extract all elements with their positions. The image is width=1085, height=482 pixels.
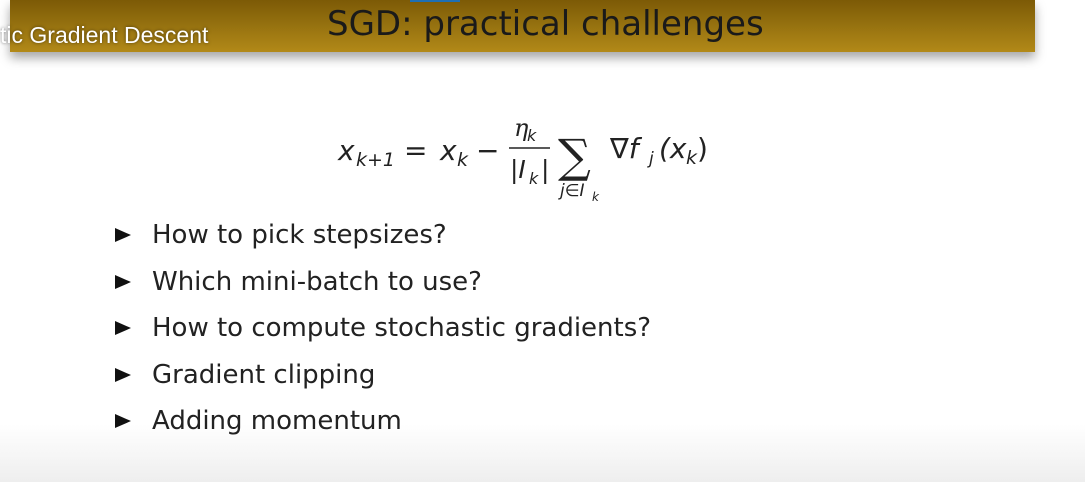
list-item-text: Adding momentum bbox=[152, 406, 402, 437]
eq-argument: (x bbox=[659, 132, 687, 165]
play-triangle-icon bbox=[115, 368, 131, 382]
challenge-list bbox=[115, 212, 651, 445]
list-item bbox=[115, 259, 651, 306]
eq-denominator-sub: k bbox=[529, 169, 539, 188]
list-item bbox=[115, 398, 651, 445]
eq-denominator: |I bbox=[510, 155, 526, 184]
eq-numerator-sub: k bbox=[527, 126, 537, 145]
slide-title: SGD: practical challenges bbox=[327, 4, 764, 44]
list-item bbox=[115, 212, 651, 259]
eq-gradient-sub: j bbox=[649, 149, 654, 169]
play-triangle-icon bbox=[115, 275, 131, 289]
play-triangle-icon bbox=[115, 321, 131, 335]
eq-rhs-sub: k bbox=[457, 149, 469, 171]
eq-numerator: η bbox=[514, 114, 529, 142]
eq-argument-close: ) bbox=[697, 132, 708, 165]
play-triangle-icon bbox=[115, 228, 131, 242]
eq-denominator-close: | bbox=[541, 155, 550, 184]
video-title[interactable]: tic Gradient Descent bbox=[0, 22, 209, 48]
eq-sum-index-sub: k bbox=[592, 190, 599, 204]
list-item-text: How to compute stochastic gradients? bbox=[152, 313, 652, 344]
eq-gradient: ∇f bbox=[610, 132, 639, 165]
play-triangle-icon bbox=[115, 414, 131, 428]
eq-sum-symbol: ∑ bbox=[558, 129, 591, 183]
eq-rhs-var: x bbox=[440, 134, 457, 167]
eq-argument-sub: k bbox=[686, 147, 698, 169]
list-item-text: Gradient clipping bbox=[152, 359, 376, 390]
list-item-text: How to pick stepsizes? bbox=[152, 220, 447, 251]
eq-lhs-var: x bbox=[338, 134, 355, 167]
list-item bbox=[115, 352, 651, 399]
eq-sum-index: j∈I bbox=[560, 181, 585, 201]
eq-lhs-sub: k+1 bbox=[356, 149, 396, 171]
sgd-update-equation bbox=[336, 110, 736, 205]
eq-minus: − bbox=[476, 134, 500, 167]
list-item bbox=[115, 305, 651, 352]
eq-equals: = bbox=[404, 134, 428, 167]
list-item-text: Which mini-batch to use? bbox=[152, 266, 482, 297]
